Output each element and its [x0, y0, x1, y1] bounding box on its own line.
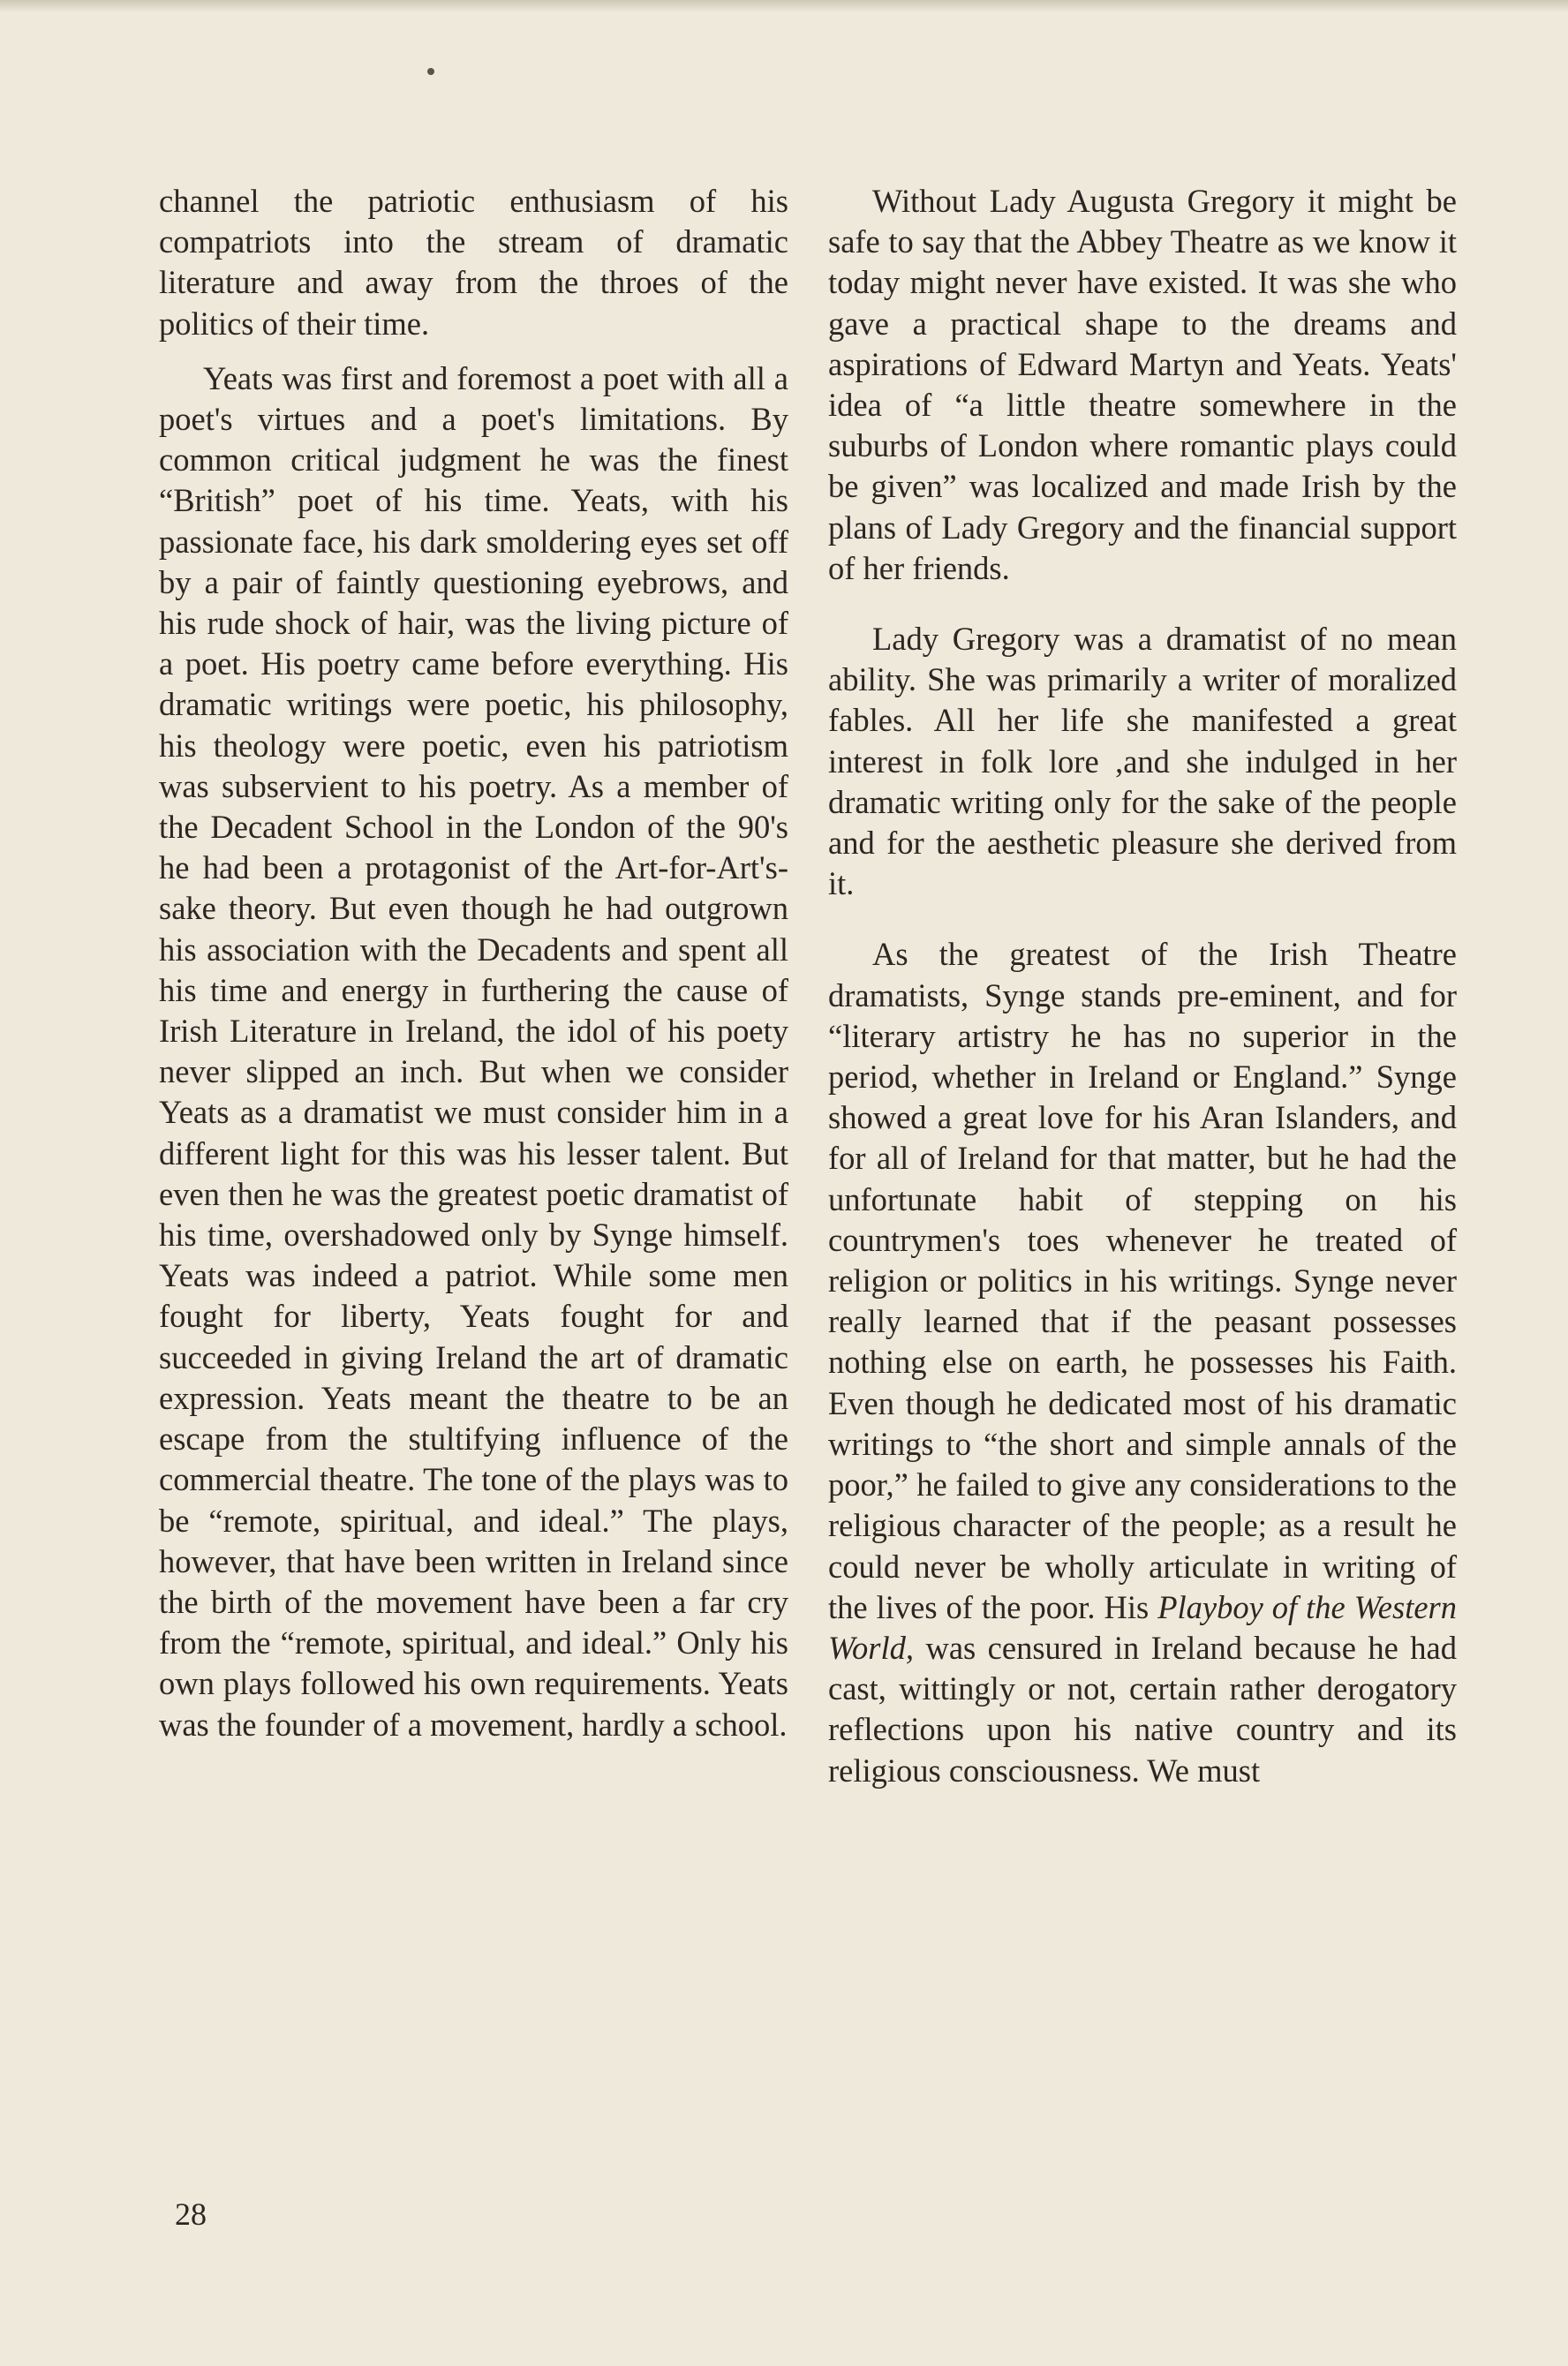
- page-edge-shadow: [0, 0, 1568, 12]
- right-paragraph-3-text-b: was censured in Ireland because he had cast, wittingly or not, certain rather derogatory reflections upon his native country and its religious consciousness. We must: [828, 1629, 1457, 1789]
- right-column: [828, 181, 1457, 1791]
- right-paragraph-1: Without Lady Augusta Gregory it might be safe to say that the Abbey Theatre as we know it today might never have existed. It was she who gave a practical shape to the dreams and aspirations of Edward Martyn and Yeats. Yeats' idea of “a little theatre somewhere in the suburbs of London where romantic plays could be given” was localized and made Irish by the plans of Lady Gregory and the financial support of her friends.: [828, 183, 1457, 586]
- right-paragraph-3-text-a: As the greatest of the Irish Theatre dramatists, Synge stands pre-eminent, and for “literary artistry he has no superior in the period, whether in Ireland or England.” Synge showed a great love for his Aran Islanders, and for all of Ireland for that matter, but he had the unfortunate habit of stepping on his countrymen's toes whenever he treated of religion or politics in his writings. Synge never really learned that if the peasant possesses nothing else on earth, he possesses his Faith. Even though he dedicated most of his dramatic writings to “the short and simple annals of the poor,” he failed to give any considerations to the religious character of the people; as a result he could never be wholly articulate in writing of the lives of the poor. His: [828, 936, 1457, 1625]
- left-paragraph-2: Yeats was first and foremost a poet with all a poet's virtues and a poet's limitations. By common critical judgment he was the finest “British” poet of his time. Yeats, with his passionate face, his dark smoldering eyes set off by a pair of faintly questioning eyebrows, and his rude shock of hair, was the living picture of a poet. His poetry came before everything. His dramatic writings were poetic, his philosophy, his theology were poetic, even his patriotism was subservient to his poetry. As a member of the Decadent School in the London of the 90's he had been a protagonist of the Art-for-Art's-sake theory. But even though he had outgrown his association with the Decadents and spent all his time and energy in furthering the cause of Irish Literature in Ireland, the idol of his poety never slipped an inch. But when we consider Yeats as a dramatist we must consider him in a different light for this was his lesser talent. But even then he was the greatest poetic dramatist of his time, overshadowed only by Synge himself. Yeats was indeed a patriot. While some men fought for liberty, Yeats fought for and succeeded in giving Ireland the art of dramatic expression. Yeats meant the theatre to be an escape from the stultifying influence of the commercial theatre. The tone of the plays was to be “remote, spiritual, and ideal.” The plays, however, that have been written in Ireland since the birth of the movement have been a far cry from the “remote, spiritual, and ideal.” Only his own plays followed his own requirements. Yeats was the founder of a movement, hardly a school.: [159, 359, 788, 1743]
- left-column: [159, 181, 788, 1745]
- ink-speck: [427, 68, 434, 75]
- page-number: 28: [175, 2196, 207, 2232]
- right-paragraph-2: Lady Gregory was a dramatist of no mean ability. She was primarily a writer of moralized fables. All her life she manifested a great interest in folk lore ,and she indulged in her dramatic writing only for the sake of the people and for the aesthetic pleasure she derived from it.: [828, 621, 1457, 902]
- right-paragraph-3: [828, 934, 1457, 1790]
- play-title: Playboy of the Western World,: [828, 1588, 1458, 1666]
- left-paragraph-1: channel the patriotic enthusiasm of his compatriots into the stream of dramatic literature and away from the throes of the politics of their time.: [159, 183, 788, 342]
